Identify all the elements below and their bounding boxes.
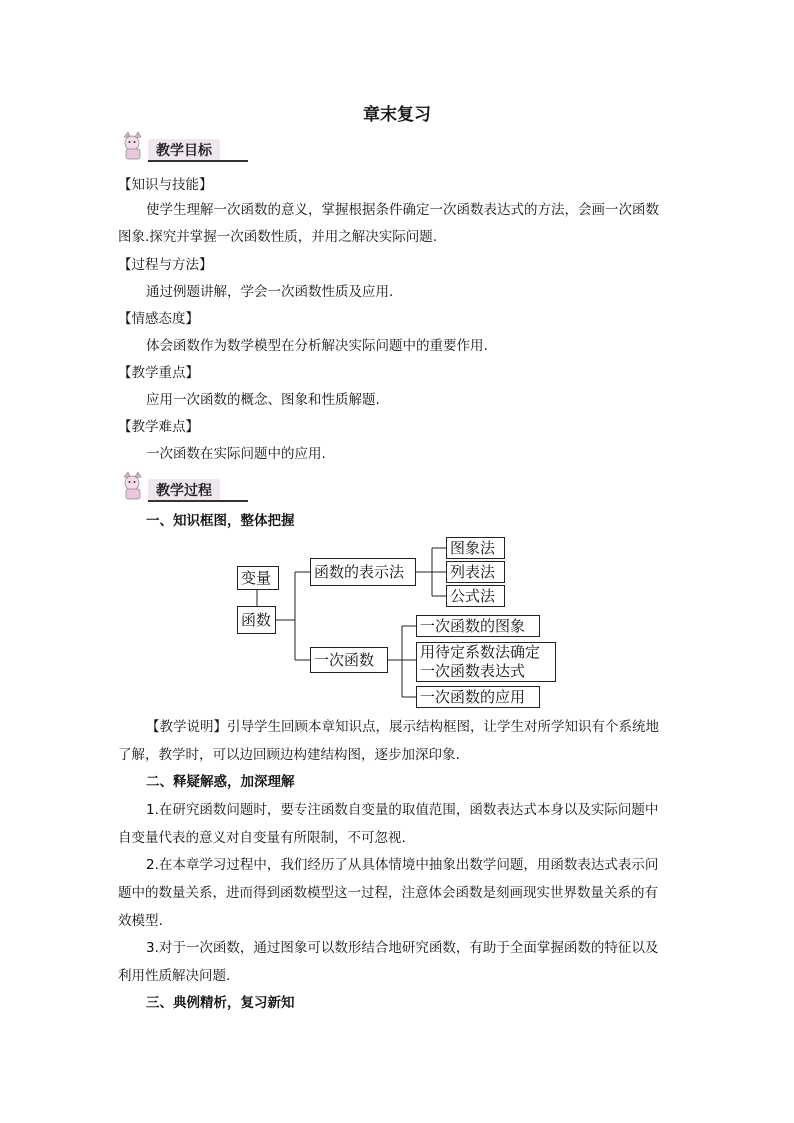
list-item: 利用性质解决问题. <box>118 968 231 984</box>
list-item: 1.在研究函数问题时，要专注函数自变量的取值范围，函数表达式本身以及实际问题中 <box>146 802 659 818</box>
difficult-points-heading: 【教学难点】 <box>118 419 199 435</box>
node-linear-function: 一次函数 <box>310 647 388 673</box>
paragraph: 图象.探究并掌握一次函数性质，并用之解决实际问题. <box>118 229 438 245</box>
knowledge-heading: 【知识与技能】 <box>118 177 213 193</box>
list-item: 2.在本章学习过程中，我们经历了从具体情境中抽象出数学问题，用函数表达式表示问 <box>146 857 659 873</box>
part-heading: 一、知识框图，整体把握 <box>146 513 295 529</box>
key-points-heading: 【教学重点】 <box>118 365 199 381</box>
node-representation: 函数的表示法 <box>310 558 416 586</box>
section-tag: 教学目标 <box>148 139 220 161</box>
node-formula-method: 公式法 <box>446 585 505 607</box>
list-item: 3.对于一次函数，通过图象可以数形结合地研究函数，有助于全面掌握函数的特征以及 <box>146 940 659 956</box>
teaching-note: 了解，教学时，可以边回顾边构建结构图，逐步加深印象. <box>118 747 460 763</box>
node-line: 一次函数表达式 <box>420 662 526 680</box>
node-linear-graph: 一次函数的图象 <box>416 615 540 637</box>
paragraph: 应用一次函数的概念、图象和性质解题. <box>146 392 380 408</box>
section-tag: 教学过程 <box>148 479 220 501</box>
node-undetermined-coefficients <box>416 642 556 682</box>
node-line: 用待定系数法确定 <box>420 643 541 661</box>
part-heading: 三、典例精析，复习新知 <box>146 995 295 1011</box>
node-linear-application: 一次函数的应用 <box>416 686 540 708</box>
paragraph: 一次函数在实际问题中的应用. <box>146 446 326 462</box>
emotion-heading: 【情感态度】 <box>118 311 199 327</box>
list-item: 题中的数量关系，进而得到函数模型这一过程，注意体会函数是刻画现实世界数量关系的有 <box>118 885 658 901</box>
node-list-method: 列表法 <box>446 561 505 583</box>
teaching-note: 【教学说明】引导学生回顾本章知识点，展示结构框图，让学生对所学知识有个系统地 <box>146 719 659 735</box>
paragraph: 通过例题讲解，学会一次函数性质及应用. <box>146 284 394 300</box>
page-title: 章末复习 <box>363 105 431 125</box>
paragraph: 使学生理解一次函数的意义，掌握根据条件确定一次函数表达式的方法，会画一次函数 <box>146 202 659 218</box>
node-variable: 变量 <box>237 566 279 590</box>
part-heading: 二、释疑解惑，加深理解 <box>146 774 295 790</box>
list-item: 自变量代表的意义对自变量有所限制，不可忽视. <box>118 830 406 846</box>
process-heading: 【过程与方法】 <box>118 257 213 273</box>
paragraph: 体会函数作为数学模型在分析解决实际问题中的重要作用. <box>146 338 488 354</box>
list-item: 效模型. <box>118 913 163 929</box>
node-graph-method: 图象法 <box>446 537 505 559</box>
node-function: 函数 <box>237 606 276 634</box>
